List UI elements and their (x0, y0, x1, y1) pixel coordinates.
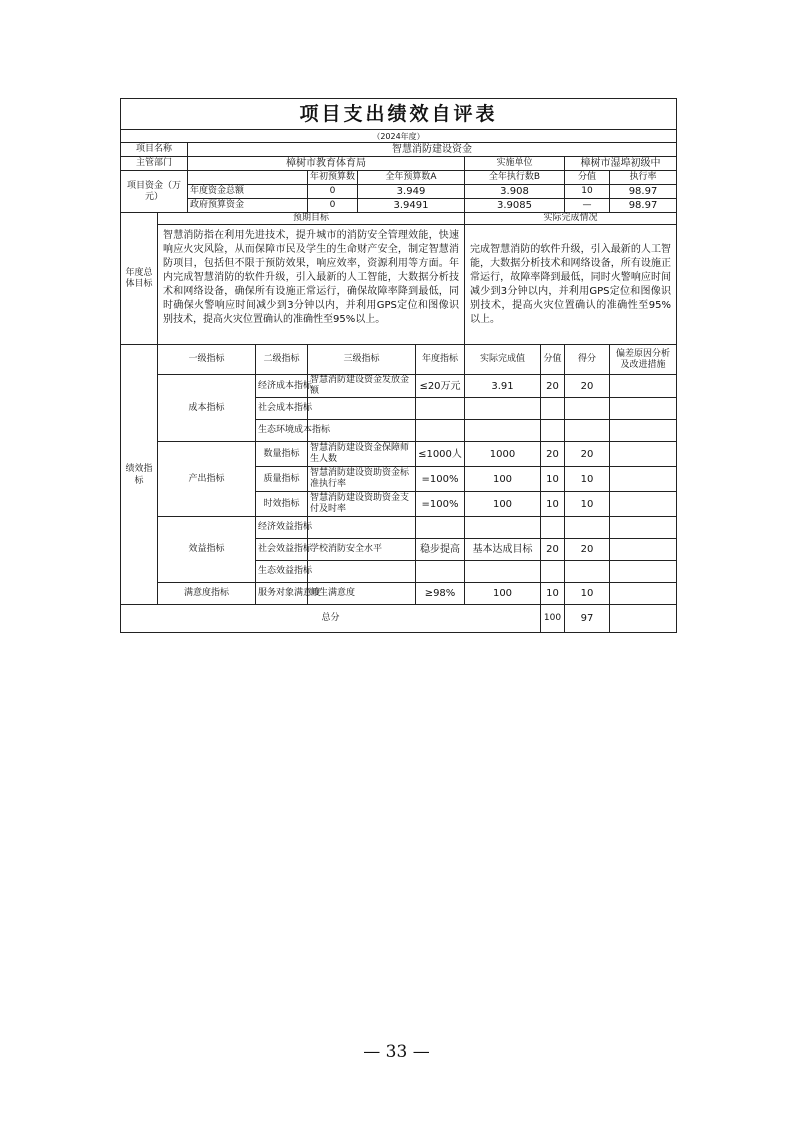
dept-label: 主管部门 (121, 157, 188, 171)
funds-rate: 98.97 (610, 185, 677, 199)
perf-note (610, 517, 677, 539)
total-value: 100 (541, 605, 565, 633)
perf-score (565, 561, 610, 583)
perf-level3 (308, 561, 416, 583)
funds-initial: 0 (308, 185, 358, 199)
funds-row (121, 199, 677, 213)
perf-actual: 100 (465, 583, 541, 605)
funds-rate: 98.97 (610, 199, 677, 213)
perf-level2: 时效指标 (256, 492, 308, 517)
perf-score: 10 (565, 467, 610, 492)
perf-score: 20 (565, 539, 610, 561)
evaluation-table (120, 98, 677, 633)
perf-level2: 质量指标 (256, 467, 308, 492)
funds-score-value: — (565, 199, 610, 213)
perf-level3: 学校消防安全水平 (308, 539, 416, 561)
perf-level3 (308, 398, 416, 420)
perf-score: 10 (565, 492, 610, 517)
perf-value (541, 420, 565, 442)
funds-executed: 3.9085 (465, 199, 565, 213)
perf-level2: 数量指标 (256, 442, 308, 467)
perf-note (610, 442, 677, 467)
perf-header-target: 年度指标 (416, 345, 465, 375)
perf-value: 20 (541, 539, 565, 561)
expected-goal-text: 智慧消防指在利用先进技术，提升城市的消防安全管理效能，快速响应火灾风险，从而保障市民及学生的生命财产安全，制定智慧消防项目，包括但不限于预防效果，响应效率，资源利用等方面。年内完成智慧消防的软件升级，引入最新的人工智能，大数据分析技术和网络设备，确保所有设施正常运行，确保故障率降到最低，同时确保火警响应时间减少到3分钟以内，并利用GPS定位和图像识别技术，提高火灾位置确认的准确性至95%以上。 (158, 225, 465, 345)
perf-value: 10 (541, 467, 565, 492)
project-name: 智慧消防建设资金 (188, 143, 677, 157)
year-label: （2024年度） (121, 130, 677, 143)
perf-score (565, 420, 610, 442)
funds-executed: 3.908 (465, 185, 565, 199)
perf-level1: 效益指标 (158, 517, 256, 583)
perf-target: =100% (416, 492, 465, 517)
perf-header-actual: 实际完成值 (465, 345, 541, 375)
perf-level3 (308, 517, 416, 539)
funds-annual: 3.9491 (358, 199, 465, 213)
perf-target: =100% (416, 467, 465, 492)
perf-level1: 产出指标 (158, 442, 256, 517)
total-score: 97 (565, 605, 610, 633)
perf-actual: 3.91 (465, 375, 541, 398)
page-title: 项目支出绩效自评表 (121, 99, 677, 130)
perf-header-level3: 三级指标 (308, 345, 416, 375)
perf-note (610, 420, 677, 442)
perf-target (416, 398, 465, 420)
perf-value: 20 (541, 442, 565, 467)
actual-goal-header: 实际完成情况 (465, 213, 677, 225)
perf-level2: 经济效益指标 (256, 517, 308, 539)
perf-note (610, 375, 677, 398)
perf-score: 20 (565, 375, 610, 398)
funds-initial: 0 (308, 199, 358, 213)
perf-level1: 满意度指标 (158, 583, 256, 605)
perf-actual: 100 (465, 467, 541, 492)
perf-actual: 1000 (465, 442, 541, 467)
funds-header-rate: 执行率 (610, 171, 677, 185)
perf-value: 10 (541, 492, 565, 517)
funds-label: 项目资金（万元） (121, 171, 188, 213)
funds-header-score-value: 分值 (565, 171, 610, 185)
perf-header-level1: 一级指标 (158, 345, 256, 375)
perf-level1: 成本指标 (158, 375, 256, 442)
perf-score: 20 (565, 442, 610, 467)
funds-row-label: 政府预算资金 (188, 199, 308, 213)
perf-header-score: 得分 (565, 345, 610, 375)
perf-value: 20 (541, 375, 565, 398)
perf-level2: 生态效益指标 (256, 561, 308, 583)
table-row (121, 375, 677, 398)
page-number: — 33 — (363, 1042, 430, 1062)
funds-score-value: 10 (565, 185, 610, 199)
perf-note (610, 467, 677, 492)
unit-label: 实施单位 (465, 157, 565, 171)
perf-target (416, 561, 465, 583)
total-label: 总分 (121, 605, 541, 633)
dept-value: 樟树市教育体育局 (188, 157, 465, 171)
perf-level2: 生态环境成本指标 (256, 420, 308, 442)
perf-actual (465, 561, 541, 583)
perf-note (610, 492, 677, 517)
perf-score (565, 398, 610, 420)
perf-note (610, 583, 677, 605)
perf-level2: 服务对象满意度 (256, 583, 308, 605)
goals-label: 年度总体目标 (121, 213, 158, 345)
perf-value (541, 561, 565, 583)
perf-actual (465, 420, 541, 442)
perf-actual: 100 (465, 492, 541, 517)
perf-label: 绩效指标 (121, 345, 158, 605)
perf-score: 10 (565, 583, 610, 605)
perf-actual (465, 517, 541, 539)
perf-level3: 智慧消防建设资金发放金额 (308, 375, 416, 398)
perf-level3: 智慧消防建设资助资金标准执行率 (308, 467, 416, 492)
perf-level3: 智慧消防建设资助资金支付及时率 (308, 492, 416, 517)
perf-level3: 师生满意度 (308, 583, 416, 605)
table-row (121, 442, 677, 467)
table-row (121, 517, 677, 539)
perf-target (416, 420, 465, 442)
perf-header-note: 偏差原因分析及改进措施 (610, 345, 677, 375)
funds-header-annual: 全年预算数A (358, 171, 465, 185)
perf-actual (465, 398, 541, 420)
perf-note (610, 398, 677, 420)
perf-header-level2: 二级指标 (256, 345, 308, 375)
total-row (121, 605, 677, 633)
table-row (121, 583, 677, 605)
perf-header-value: 分值 (541, 345, 565, 375)
unit-value: 樟树市湿埠初级中 (565, 157, 677, 171)
self-evaluation-form (120, 98, 676, 633)
funds-header-executed: 全年执行数B (465, 171, 565, 185)
perf-target: ≤20万元 (416, 375, 465, 398)
funds-row-label: 年度资金总额 (188, 185, 308, 199)
perf-note (610, 561, 677, 583)
perf-target: ≤1000人 (416, 442, 465, 467)
funds-header-initial: 年初预算数 (308, 171, 358, 185)
perf-target: 稳步提高 (416, 539, 465, 561)
perf-target: ≥98% (416, 583, 465, 605)
perf-level2: 经济成本指标 (256, 375, 308, 398)
perf-level2: 社会效益指标 (256, 539, 308, 561)
perf-target (416, 517, 465, 539)
perf-value: 10 (541, 583, 565, 605)
expected-goal-header: 预期目标 (158, 213, 465, 225)
perf-level3: 智慧消防建设资金保障师生人数 (308, 442, 416, 467)
funds-row (121, 185, 677, 199)
perf-score (565, 517, 610, 539)
project-name-label: 项目名称 (121, 143, 188, 157)
perf-actual: 基本达成目标 (465, 539, 541, 561)
perf-level2: 社会成本指标 (256, 398, 308, 420)
perf-value (541, 517, 565, 539)
actual-goal-text: 完成智慧消防的软件升级，引入最新的人工智能，大数据分析技术和网络设备，所有设施正常运行，故障率降到最低，同时火警响应时间减少到3分钟以内，并利用GPS定位和图像识别技术，提高火灾位置确认的准确性至95%以上。 (465, 225, 677, 345)
perf-value (541, 398, 565, 420)
funds-annual: 3.949 (358, 185, 465, 199)
perf-note (610, 539, 677, 561)
